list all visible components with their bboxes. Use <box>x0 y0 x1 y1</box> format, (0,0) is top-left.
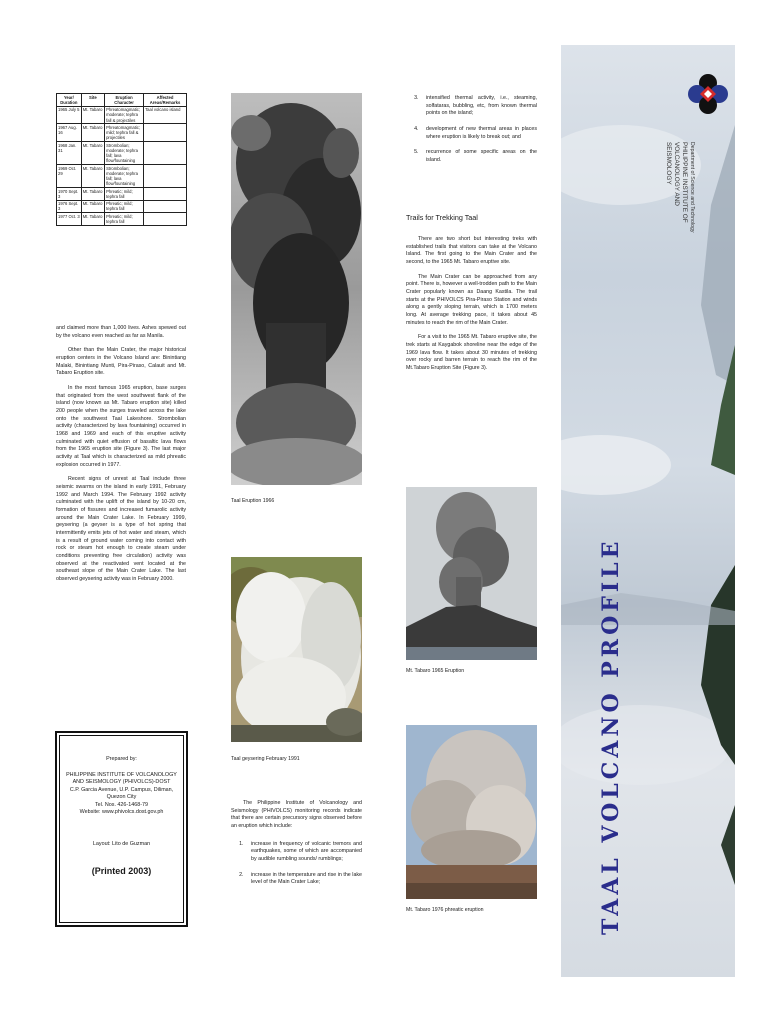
paragraph: Recent signs of unrest at Taal include three seismic swarms on the island in early 1991, February 1992 and March 1994. The February 1992 activity culminated with the uplift of the island by 10-20 cm, formation of fissures and increased fumarolic activity around the Main Crater Lake. In February 1999, geysering (a geyser is a type of hot spring that intermittently emits jets of hot water and steam, which is a result of ground water coming into contact with rock or steam hot enough to create steam under conditions preventing free circulation) activity was observed at the reactivated vent located at the southeast slope of the Main Crater Lake. The last observed geysering activity was in February 2000. <box>56 476 186 583</box>
table-cell-site: Mt. Tabaro <box>81 142 104 165</box>
org-line: PHILIPPINE INSTITUTE OF VOLCANOLOGY <box>66 771 177 778</box>
table-cell-character: Strombolian; moderate; tephra fall; lava flow/fountaining <box>105 165 144 188</box>
trails-text <box>406 236 537 380</box>
table-cell-character: Phreatomagmatic; moderate; tephra fall & projectiles <box>105 106 144 124</box>
printed-year: (Printed 2003) <box>91 865 152 876</box>
column1-text <box>56 325 186 591</box>
table-cell-site: Mt. Tabaro <box>81 124 104 142</box>
photo-caption: Taal geysering February 1991 <box>231 756 300 762</box>
paragraph: There are two short but interesting treks with established trails that visitors can take at the Volcano Island. The first going to the Main Crater and the second, to the 1965 Mt. Tabaro eruptive site. <box>406 236 537 266</box>
prepared-by-box <box>55 731 188 927</box>
table-row <box>57 213 187 226</box>
table-cell-remarks <box>144 165 187 188</box>
table-cell-year: 1969 Oct. 29 <box>57 165 82 188</box>
column3-text <box>406 95 537 173</box>
paragraph: and claimed more than 1,000 lives. Ashes spewed out by the volcano even reached as far as Manila. <box>56 325 186 339</box>
paragraph: For a visit to the 1965 Mt. Tabaro eruptive site, the trek starts at Kaygabok shoreline near the edge of the 1969 lava flow. It takes about 30 minutes of trekking over rocky and barren terrain to reach the rim of the Mt.Tabaro Eruption Site (Figure 3). <box>406 334 537 372</box>
list-item: 1. increase in frequency of volcanic tremors and earthquakes, some of which are accompanied by audible rumbling sounds/ rumblings; <box>245 841 362 864</box>
table-cell-remarks <box>144 213 187 226</box>
table-cell-remarks <box>144 200 187 213</box>
agency-name <box>665 142 696 232</box>
precursor-intro <box>231 800 362 895</box>
eruption-1966-photo <box>231 93 362 485</box>
paragraph: The Philippine Institute of Volcanology and Seismology (PHIVOLCS) monitoring records indicate that there are certain precursory signs observed before an eruption which include: <box>231 800 362 830</box>
table-cell-character: Phreatic; mild; tephra fall <box>105 200 144 213</box>
table-row <box>57 106 187 124</box>
table-row <box>57 188 187 201</box>
table-row <box>57 200 187 213</box>
table-cell-remarks <box>144 188 187 201</box>
table-row <box>57 142 187 165</box>
col-header-year: Year/ Duration <box>57 94 82 107</box>
table-cell-site: Mt. Tabaro <box>81 106 104 124</box>
table-cell-character: Phreatomagmatic; mild; tephra fall & projectiles <box>105 124 144 142</box>
paragraph: In the most famous 1965 eruption, base surges that originated from the west southwest flank of the island (now known as Mt. Tabaro eruption site) killed 200 people when the surges traveled across the lake onto the southwest Taal Lakeshore. Strombolian activity (characterized by lava fountaining) occurred in 1968 and 1969 and each of this eruptive activity culminated with quiet effusion of basaltic lava flows from the 1965 eruption site (Figure 3). The last major activity at Taal which is characterized as mild phreatic explosion occurred in 1977. <box>56 385 186 468</box>
address-line: C.P. Garcia Avenue, U.P. Campus, Diliman, <box>69 786 174 793</box>
table-row <box>57 124 187 142</box>
agency-line: Department of Science and Technology <box>689 142 695 233</box>
phivolcs-logo <box>686 72 730 116</box>
col-header-remarks: Affected Areas/Remarks <box>144 94 187 107</box>
list-item: 5. recurrence of some specific areas on the island. <box>420 149 537 164</box>
list-item: 3. intensified thermal activity, i.e., steaming, solfataras, bubbling, etc, from known thermal points on the island; <box>420 95 537 118</box>
table-cell-remarks <box>144 124 187 142</box>
paragraph: The Main Crater can be approached from any point. There is, however a well-trodden path to the Main Crater popularly known as Daang Kastila. The trail starts at the PHIVOLCS Pira-Piraso Station and winds along a gently sloping terrain, which is 1700 meters long. At average trekking pace, it takes about 45 minutes to reach the rim of the Main Crater. <box>406 273 537 326</box>
table-cell-site: Mt. Tabaro <box>81 213 104 226</box>
table-cell-year: 1967 Aug. 16 <box>57 124 82 142</box>
org-line: AND SEISMOLOGY (PHIVOLCS)-DOST <box>72 779 171 786</box>
tabaro-1976-photo <box>406 725 537 899</box>
precursor-list-continued <box>406 95 537 165</box>
telephone: Tel. Nos. 426-1468-79 <box>94 801 149 808</box>
table-cell-character: Phreatic; mild; tephra fall <box>105 213 144 226</box>
photo-caption: Mt. Tabaro 1965 Eruption <box>406 668 465 674</box>
table-cell-year: 1965 July 5 <box>57 106 82 124</box>
tabaro-1965-photo <box>406 487 537 660</box>
table-cell-remarks <box>144 142 187 165</box>
table-cell-site: Mt. Tabaro <box>81 200 104 213</box>
table-cell-year: 1976 Sept. 3 <box>57 200 82 213</box>
layout-credit: Layout: Lito de Guzman <box>92 840 151 847</box>
table-cell-year: 1968 Jan. 31 <box>57 142 82 165</box>
agency-line: SEISMOLOGY <box>665 142 673 185</box>
prepared-label: Prepared by: <box>106 756 137 762</box>
table-cell-site: Mt. Tabaro <box>81 165 104 188</box>
col-header-character: Eruption Character <box>105 94 144 107</box>
list-item: 2. increase in the temperature and rise in the lake level of the Main Crater Lake; <box>245 872 362 887</box>
table-cell-site: Mt. Tabaro <box>81 188 104 201</box>
cover-panel <box>561 45 735 977</box>
address-line: Quezon City <box>106 794 137 801</box>
list-item: 4. development of new thermal areas in places where eruption is likely to break out; and <box>420 126 537 141</box>
geysering-photo <box>231 557 362 742</box>
paragraph: Other than the Main Crater, the major historical eruption centers in the Volcano Island are: Binintiang Malaki, Binintiang Munti, Pira-Piraso, Calauit and Mt. Tabaro Eruption site. <box>56 347 186 377</box>
website: Website: www.phivolcs.dost.gov.ph <box>79 809 164 816</box>
agency-line: PHILIPPINE INSTITUTE OF <box>681 142 689 223</box>
trails-heading: Trails for Trekking Taal <box>406 213 478 222</box>
table-cell-character: Phreatic; mild; tephra fall <box>105 188 144 201</box>
photo-caption: Mt. Tabaro 1976 phreatic eruption <box>406 907 484 913</box>
table-header-row <box>57 94 187 107</box>
cover-title: TAAL VOLCANO PROFILE <box>598 537 624 935</box>
table-cell-character: Strombolian; moderate; tephra fall; lava flow/fountaining <box>105 142 144 165</box>
precursor-list <box>231 841 362 887</box>
lake-background <box>561 45 735 977</box>
table-cell-year: 1970 Sept. 3 <box>57 188 82 201</box>
agency-line: VOLCANOLOGY AND <box>673 142 681 206</box>
table-cell-remarks: Taal volcano island <box>144 106 187 124</box>
col-header-site: Site <box>81 94 104 107</box>
photo-caption: Taal Eruption 1966 <box>231 498 275 504</box>
table-row <box>57 165 187 188</box>
table-cell-year: 1977 Oct. 3 <box>57 213 82 226</box>
eruption-history-table <box>56 93 187 226</box>
